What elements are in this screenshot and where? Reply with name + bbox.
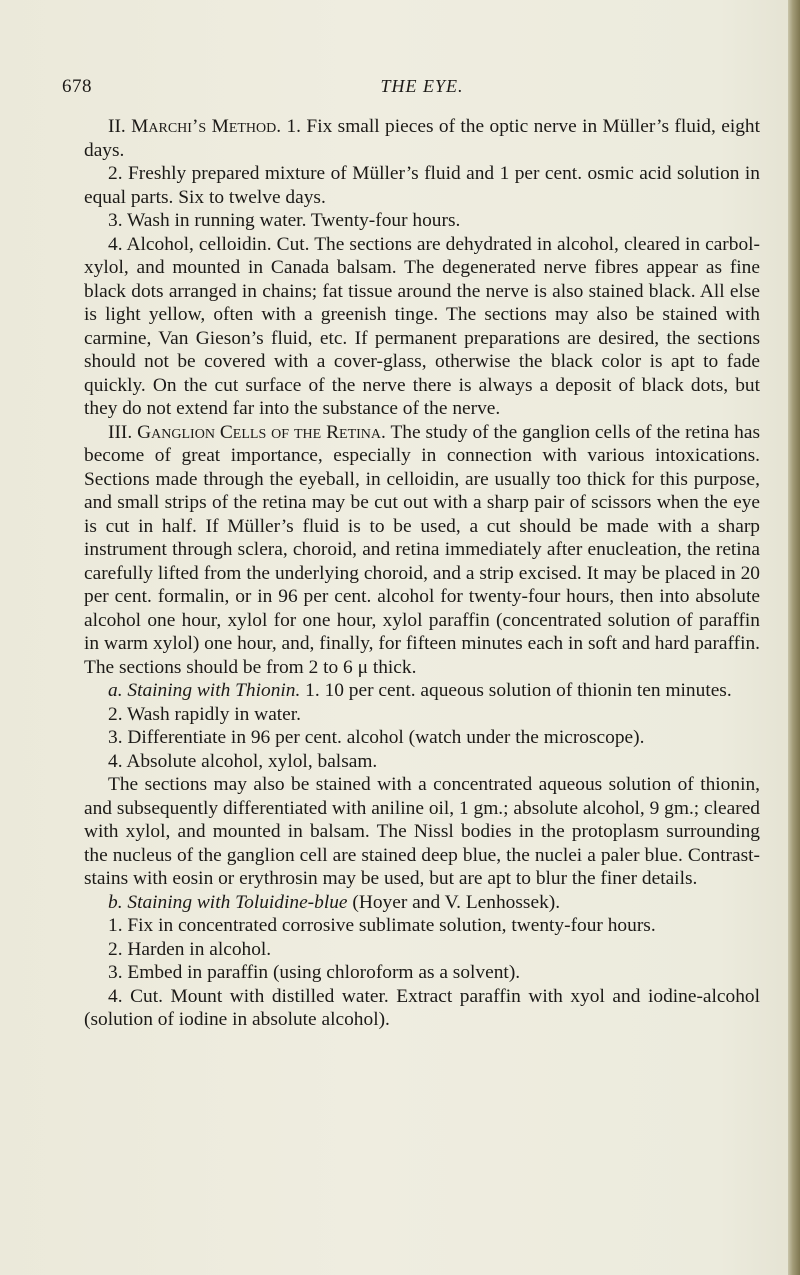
- paragraph: 1. Fix in concentrated corrosive sublimate solution, twenty-four hours.: [108, 915, 656, 936]
- paragraph-text: The study of the ganglion cells of the retina has become of great importance, especially in connection with various intoxications. Sections made through the eyeball, in celloidin, are usually too thick for this purpose, and small strips of the retina may be cut out with a sharp pair of scissors when the eye is cut in half. If Müller’s fluid is to be used, a cut should be made with a sharp instrument through sclera, choroid, and retina immediately after enucleation, the retina carefully lifted from the underlying choroid, and a strip excised. It may be placed in 20 per cent. formalin, or in 96 per cent. alcohol for twenty-four hours, then into absolute alcohol one hour, xylol for one hour, xylol paraffin (concentrated solution of paraffin in warm xylol) one hour, and, finally, for fifteen minutes each in soft and hard paraffin. The sections should be from 2 to 6 μ thick.: [84, 421, 760, 678]
- running-title: THE EYE.: [380, 76, 464, 96]
- paragraph: 4. Cut. Mount with distilled water. Extract paraffin with xyol and iodine-alcohol (solution of iodine in absolute alcohol).: [84, 985, 760, 1030]
- page-header: [62, 76, 762, 104]
- paragraph: The sections may also be stained with a concentrated aqueous solution of thionin, and subsequently differentiated with aniline oil, 1 gm.; absolute alcohol, 9 gm.; cleared with xylol, and mounted in balsam. The Nissl bodies in the protoplasm surrounding the nucleus of the ganglion cell are stained deep blue, the nuclei a paler blue. Contrast-stains with eosin or erythrosin may be used, but are apt to blur the finer details.: [84, 774, 760, 889]
- section-number: II.: [108, 116, 132, 137]
- paragraph-text: (Hoyer and V. Lenhossek).: [347, 891, 561, 913]
- paragraph: 3. Wash in running water. Twenty-four hours.: [108, 210, 461, 231]
- paragraph-thionin-staining: [84, 679, 760, 703]
- paragraph-toluidine-staining: [84, 891, 760, 915]
- section-number: III.: [108, 421, 138, 443]
- paragraph-marchi-method: [84, 115, 760, 162]
- paragraph-text: 1. 10 per cent. aqueous solution of thionin ten minutes.: [300, 680, 732, 701]
- paragraph: 4. Alcohol, celloidin. Cut. The sections are dehydrated in alcohol, cleared in carbol-xylol, and mounted in Canada balsam. The degenerated nerve fibres appear as fine black dots arranged in chains; fat tissue around the nerve is also stained black. All else is light yellow, often with a greenish tinge. The sections may also be stained with carmine, Van Gieson’s fluid, etc. If permanent preparations are desired, the sections should not be covered with a cover-glass, otherwise the black color is apt to fade quickly. On the cut surface of the nerve there is always a deposit of black dots, but they do not extend far into the substance of the nerve.: [84, 233, 760, 419]
- page-binding-edge: [788, 0, 800, 1275]
- paragraph-text: 1. Fix small pieces of the optic nerve in Müller’s fluid, eight days.: [84, 116, 760, 161]
- paragraph: 2. Freshly prepared mixture of Müller’s fluid and 1 per cent. osmic acid solution in equal parts. Six to twelve days.: [84, 163, 760, 208]
- paragraph: 3. Differentiate in 96 per cent. alcohol (watch under the microscope).: [108, 727, 645, 748]
- subsection-heading: a. Staining with Thionin.: [108, 680, 301, 701]
- paragraph: 4. Absolute alcohol, xylol, balsam.: [108, 750, 378, 772]
- paragraph-ganglion-cells: [84, 421, 760, 680]
- paragraph: 2. Harden in alcohol.: [108, 938, 272, 960]
- paragraph: 3. Embed in paraffin (using chloroform as a solvent).: [108, 962, 521, 983]
- paragraph: 2. Wash rapidly in water.: [108, 703, 302, 725]
- section-heading: Marchi’s Method.: [131, 116, 282, 137]
- subsection-heading: b. Staining with Toluidine-blue: [108, 891, 348, 913]
- section-heading: Ganglion Cells of the Retina.: [137, 421, 386, 443]
- page-number: 678: [62, 76, 92, 97]
- body-text: [84, 115, 760, 1032]
